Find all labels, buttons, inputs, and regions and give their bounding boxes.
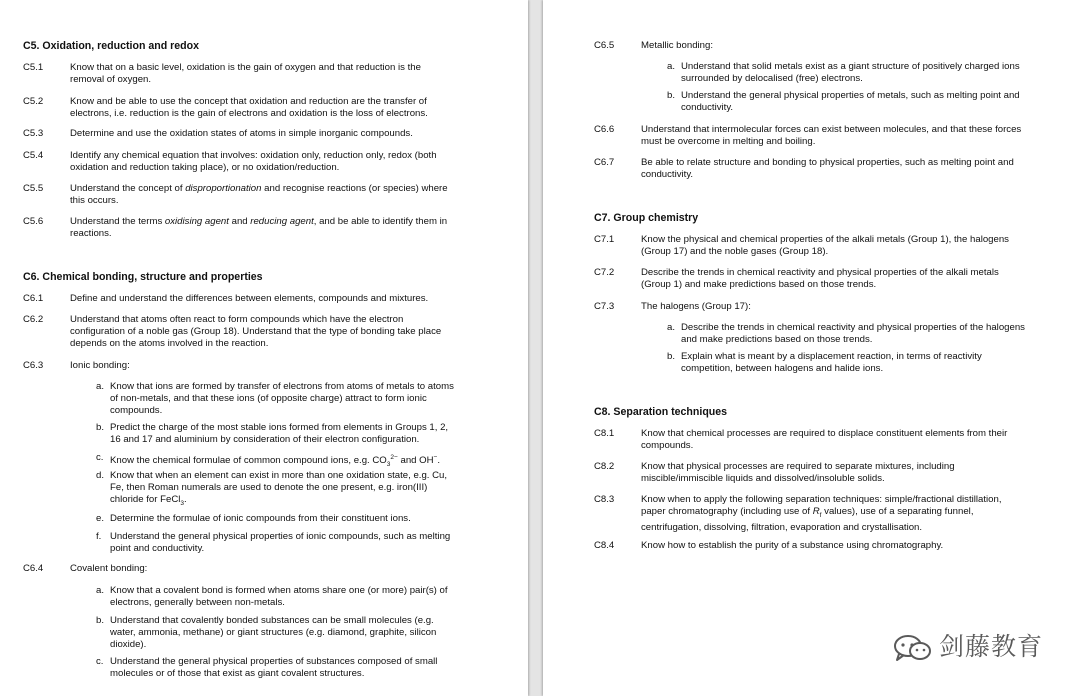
item-text: Know that chemical processes are required to displace constituent elements from their compounds. (641, 428, 1008, 451)
item-text: Know how to establish the purity of a substance using chromatography. (641, 540, 944, 551)
section-heading-c8: C8. Separation techniques (594, 406, 728, 418)
item-code: C7.3 (594, 301, 615, 312)
item-code: C5.1 (23, 62, 44, 73)
item-code: C7.2 (594, 267, 615, 278)
right-page: C6.5 Metallic bonding: a. Understand that solid metals exist as a giant structure of positively charged ions surrounded by delocalised (free) electrons. b. Understand the general physical properties of metals, such as melting point and conductivity. C6.6 Understand that intermolecular forces can exist between molecules, and that these forces must be overcome in melting and boiling. C6.7 Be able to relate structure and bonding to physical properties, such as melting point and conductivity. C7. Group chemistry C7.1 Know the physical and chemical properties of the alkali metals (Group 1), the halogens (Group 17) and the noble gases (Group 18). C7.2 Describe the trends in chemical reactivity and physical properties of the alkali metals (Group 1) and make predictions based on those trends. C7.3 The halogens (Group 17): a. Describe the trends in chemical reactivity and physical properties of the halogens and make predictions based on those trends. b. Explain what is meant by a displacement reaction, in terms of reactivity competition, between halogens and halide ions. C8. Separation techniques C8.1 Know that chemical processes are required to displace constituent elements from their compounds. C8.2 Know that physical processes are required to separate mixtures, including miscible/immiscible liquids and dissolved/insoluble solids. C8.3 Know when to apply the following separation techniques: simple/fractional distillation, paper chromatography (including use of $R_f$ values), use of a separating funnel, centrifugation, dissolving, filtration, evaporation and crystallisation. C8.4 Know how to establish the purity of a substance using chromatography. (543, 0, 1080, 696)
item-text: Covalent bonding: (70, 563, 148, 574)
item-text: Determine and use the oxidation states of atoms in simple inorganic compounds. (70, 128, 413, 139)
item-code: C8.3 (594, 494, 615, 505)
item-text: Be able to relate structure and bonding to physical properties, such as melting point and conductivity. (641, 157, 1014, 180)
item-text: Understand the concept of disproportionation and recognise reactions (or species) where this occurs. (70, 183, 448, 206)
item-code: C6.6 (594, 124, 615, 135)
section-heading-c5: C5. Oxidation, reduction and redox (23, 40, 199, 52)
item-text: Understand that atoms often react to form compounds which have the electron configuration of a noble gas (Group 18). Understand that the type of bonding take place depends on the atoms involved in the reaction. (70, 314, 442, 349)
left-page: C5. Oxidation, reduction and redox C5.1 Know that on a basic level, oxidation is the gain of oxygen and that reduction is the removal of oxygen. C5.2 Know and be able to use the concept that oxidation and reduction are the transfer of electrons, i.e. reduction is the gain of electrons and oxidation is the loss of electrons. C5.3 Determine and use the oxidation states of atoms in simple inorganic compounds. C5.4 Identify any chemical equation that involves: oxidation only, reduction only, redox (both oxidation and reduction taking place), or no oxidation/reduction. C5.5 Understand the concept of disproportionation and recognise reactions (or species) where this occurs. C5.6 Understand the terms oxidising agent and reducing agent, and be able to identify them in reactions. C6. Chemical bonding, structure and properties C6.1 Define and understand the differences between elements, compounds and mixtures. C6.2 Understand that atoms often react to form compounds which have the electron configuration of a noble gas (Group 18). Understand that the type of bonding take place depends on the atoms involved in the reaction. C6.3 Ionic bonding: a. Know that ions are formed by transfer of electrons from atoms of metals to atoms of non-metals, and that these ions (of opposite charge) attract to form ionic compounds. b. Predict the charge of the most stable ions formed from elements in Groups 1, 2, 16 and 17 and aluminium by consideration of their electron configuration. c. Know the chemical formulae of common compound ions, e.g. $CO_3^{2-}$ and OH−. d. Know that when an element can exist in more than one oxidation state, e.g. Cu, Fe, then Roman numerals are used to denote the one present, e.g. iron(III) chloride for FeCl$_3$. e. Determine the formulae of ionic compounds from their constituent ions. f. Understand the general physical properties of ionic compounds, such as melting point and conductivity. C6.4 Covalent bonding: a. Know that a covalent bond is formed when atoms share one (or more) pair(s) of electrons, generally between non-metals. b. Understand that covalently bonded substances can be small molecules (e.g. water, ammonia, methane) or giant structures (e.g. diamond, graphite, silicon dioxide). c. Understand the general physical properties of substances composed of small molecules or of those that exist as giant covalent structures. (0, 0, 528, 696)
section-heading-c6: C6. Chemical bonding, structure and properties (23, 271, 263, 283)
item-code: C7.1 (594, 234, 615, 245)
item-code: C5.5 (23, 183, 44, 194)
item-code: C6.7 (594, 157, 615, 168)
item-text: Know when to apply the following separation techniques: simple/fractional distillation, paper chromatography (including use of $R_f$ values), use of a separating funnel, centrifugation, dissolving, filtration, evaporation and crystallisation. (641, 494, 1002, 533)
item-text: Describe the trends in chemical reactivity and physical properties of the alkali metals (Group 1) and make predictions based on those trends. (641, 267, 999, 290)
item-code: C6.4 (23, 563, 44, 574)
watermark-text: 剑藤教育 (939, 632, 1044, 661)
item-text: Understand the terms oxidising agent and reducing agent, and be able to identify them in reactions. (70, 216, 448, 239)
wechat-icon (893, 634, 933, 662)
item-code: C5.3 (23, 128, 44, 139)
watermark (893, 628, 1053, 668)
item-code: C8.4 (594, 540, 615, 551)
item-code: C8.1 (594, 428, 615, 439)
item-text: Understand that intermolecular forces can exist between molecules, and that these forces must be overcome in melting and boiling. (641, 124, 1022, 147)
item-text: Identify any chemical equation that involves: oxidation only, reduction only, redox (both oxidation and reduction taking place), or no oxidation/reduction. (70, 150, 437, 173)
item-code: C6.5 (594, 40, 615, 51)
item-text: Know the physical and chemical properties of the alkali metals (Group 1), the halogens (Group 17) and the noble gases (Group 18). (641, 234, 1009, 257)
item-text: Define and understand the differences between elements, compounds and mixtures. (70, 293, 429, 304)
item-code: C8.2 (594, 461, 615, 472)
item-code: C5.2 (23, 96, 44, 107)
item-code: C5.4 (23, 150, 44, 161)
item-code: C5.6 (23, 216, 44, 227)
item-text: Ionic bonding: (70, 360, 130, 371)
item-code: C6.3 (23, 360, 44, 371)
item-text: Know that physical processes are required to separate mixtures, including miscible/immiscible liquids and dissolved/insoluble solids. (641, 461, 955, 484)
item-text: Know that on a basic level, oxidation is the gain of oxygen and that reduction is the removal of oxygen. (70, 62, 421, 85)
item-text: Metallic bonding: (641, 40, 713, 51)
section-heading-c7: C7. Group chemistry (594, 212, 699, 224)
item-text: The halogens (Group 17): (641, 301, 751, 312)
item-code: C6.2 (23, 314, 44, 325)
item-text: Know and be able to use the concept that oxidation and reduction are the transfer of electrons, i.e. reduction is the gain of electrons and oxidation is the loss of electrons. (70, 96, 428, 119)
item-code: C6.1 (23, 293, 44, 304)
